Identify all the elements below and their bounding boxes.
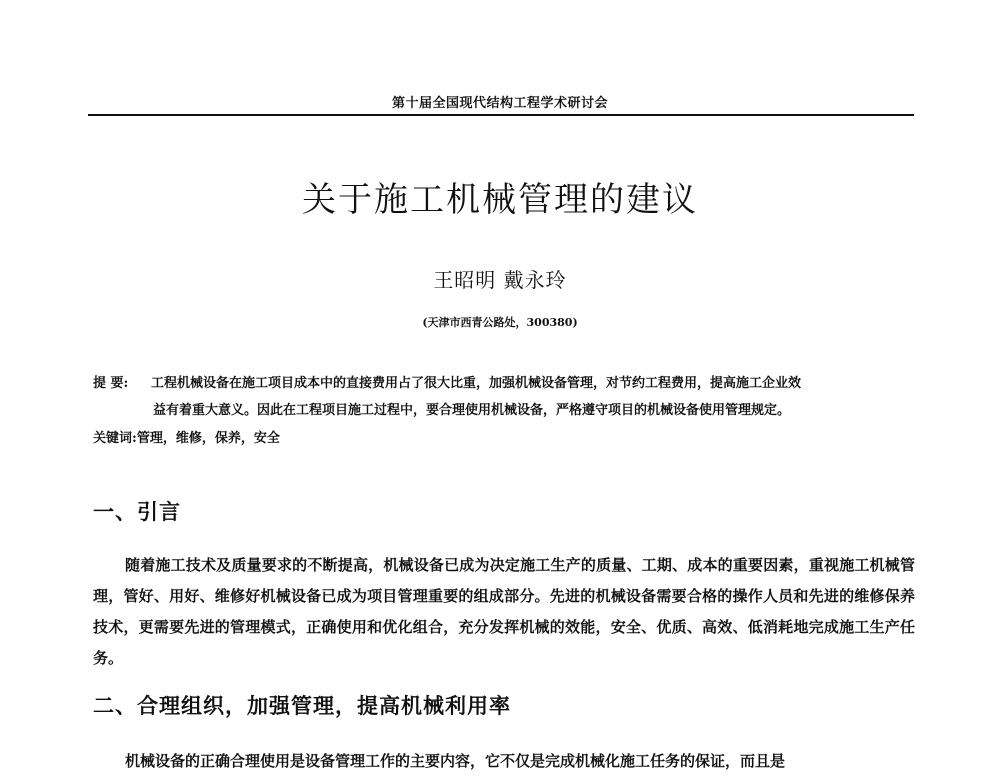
section-heading-organization: 二、合理组织，加强管理，提高机械利用率 (93, 694, 511, 718)
abstract-line-2: 益有着重大意义。因此在工程项目施工过程中，要合理使用机械设备，严格遵守项目的机械设备使用管理规定。 (153, 403, 791, 418)
keywords-text: 管理，维修，保养，安全 (136, 431, 280, 446)
running-header: 第十届全国现代结构工程学术研讨会 (391, 96, 608, 111)
abstract (93, 370, 913, 424)
authors: 王昭明 戴永玲 (433, 268, 567, 292)
keywords-label: 关键词: (93, 431, 137, 446)
abstract-label: 提 要: (93, 376, 129, 391)
introduction-paragraph: 随着施工技术及质量要求的不断提高，机械设备已成为决定施工生产的质量、工期、成本的重要因素，重视施工机械管理，管好、用好、维修好机械设备已成为项目管理重要的组成部分。先进的机械设备需要合格的操作人员和先进的维修保养技术，更需要先进的管理模式，正确使用和优化组合，充分发挥机械的效能，安全、优质、高效、低消耗地完成施工生产任务。 (93, 556, 915, 667)
header-rule (88, 114, 914, 116)
organization-paragraph: 机械设备的正确合理使用是设备管理工作的主要内容，它不仅是完成机械化施工任务的保证，而且是 (125, 752, 786, 770)
abstract-text-1: 工程机械设备在施工项目成本中的直接费用占了很大比重，加强机械设备管理，对节约工程费用，提高施工企业效 (151, 376, 802, 391)
keywords (93, 428, 913, 450)
affiliation: (天津市西青公路处，300380) (422, 316, 578, 329)
section-heading-introduction: 一、引言 (93, 500, 181, 524)
abstract-line-1 (93, 370, 913, 397)
paper-title: 关于施工机械管理的建议 (302, 180, 698, 220)
